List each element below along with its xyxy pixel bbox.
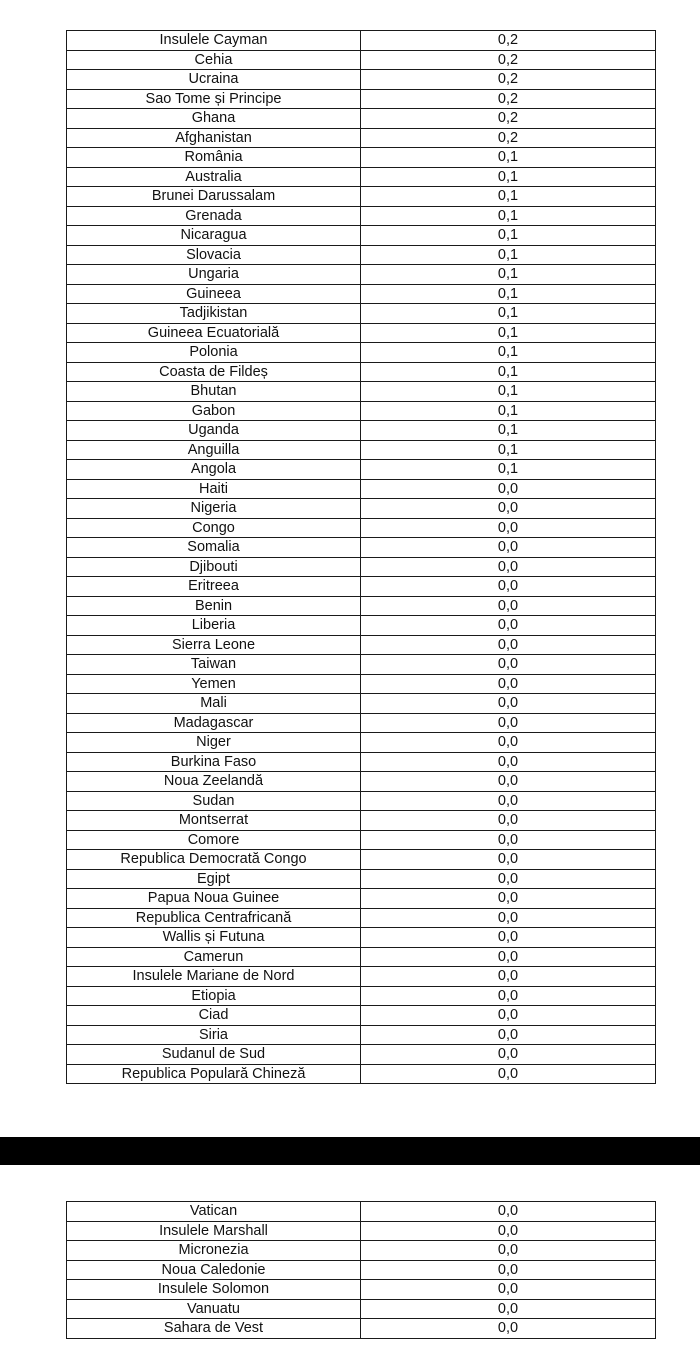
table-row xyxy=(67,323,656,343)
country-cell: Australia xyxy=(67,167,361,187)
table-row xyxy=(67,343,656,363)
table-row xyxy=(67,499,656,519)
country-cell: Papua Noua Guinee xyxy=(67,889,361,909)
value-cell: 0,0 xyxy=(361,791,656,811)
value-cell: 0,0 xyxy=(361,577,656,597)
table-row xyxy=(67,947,656,967)
country-cell: Insulele Cayman xyxy=(67,31,361,51)
table-row xyxy=(67,1299,656,1319)
country-cell: Sudanul de Sud xyxy=(67,1045,361,1065)
table-row xyxy=(67,479,656,499)
table-row xyxy=(67,1241,656,1261)
value-cell: 0,0 xyxy=(361,557,656,577)
value-cell: 0,1 xyxy=(361,284,656,304)
country-cell: Benin xyxy=(67,596,361,616)
value-cell: 0,1 xyxy=(361,206,656,226)
table-row xyxy=(67,109,656,129)
country-cell: Siria xyxy=(67,1025,361,1045)
table-row xyxy=(67,245,656,265)
value-cell: 0,0 xyxy=(361,947,656,967)
table-row xyxy=(67,128,656,148)
table-row xyxy=(67,674,656,694)
country-cell: Insulele Marshall xyxy=(67,1221,361,1241)
value-cell: 0,0 xyxy=(361,1221,656,1241)
value-cell: 0,0 xyxy=(361,967,656,987)
country-cell: Angola xyxy=(67,460,361,480)
table-row xyxy=(67,772,656,792)
value-cell: 0,0 xyxy=(361,1064,656,1084)
country-cell: Brunei Darussalam xyxy=(67,187,361,207)
value-cell: 0,0 xyxy=(361,1260,656,1280)
value-cell: 0,2 xyxy=(361,109,656,129)
value-cell: 0,0 xyxy=(361,1025,656,1045)
table-row xyxy=(67,908,656,928)
country-cell: Mali xyxy=(67,694,361,714)
table-row xyxy=(67,850,656,870)
country-cell: Etiopia xyxy=(67,986,361,1006)
value-cell: 0,1 xyxy=(361,382,656,402)
table-row xyxy=(67,1260,656,1280)
country-cell: Comore xyxy=(67,830,361,850)
value-cell: 0,2 xyxy=(361,31,656,51)
country-cell: Sao Tome și Principe xyxy=(67,89,361,109)
country-cell: Montserrat xyxy=(67,811,361,831)
table-row xyxy=(67,1025,656,1045)
value-cell: 0,0 xyxy=(361,733,656,753)
table-row xyxy=(67,791,656,811)
value-cell: 0,0 xyxy=(361,986,656,1006)
country-cell: Egipt xyxy=(67,869,361,889)
table-row xyxy=(67,577,656,597)
value-cell: 0,0 xyxy=(361,1319,656,1339)
table-row xyxy=(67,167,656,187)
table-row xyxy=(67,518,656,538)
table-row xyxy=(67,869,656,889)
country-cell: Polonia xyxy=(67,343,361,363)
table-row xyxy=(67,1045,656,1065)
country-cell: Camerun xyxy=(67,947,361,967)
country-cell: Insulele Solomon xyxy=(67,1280,361,1300)
country-cell: Noua Zeelandă xyxy=(67,772,361,792)
country-cell: Coasta de Fildeș xyxy=(67,362,361,382)
country-cell: Wallis și Futuna xyxy=(67,928,361,948)
value-cell: 0,0 xyxy=(361,1202,656,1222)
value-cell: 0,1 xyxy=(361,148,656,168)
value-cell: 0,0 xyxy=(361,850,656,870)
country-cell: Gabon xyxy=(67,401,361,421)
country-cell: Sierra Leone xyxy=(67,635,361,655)
value-cell: 0,0 xyxy=(361,1280,656,1300)
value-cell: 0,0 xyxy=(361,830,656,850)
value-cell: 0,0 xyxy=(361,713,656,733)
value-cell: 0,0 xyxy=(361,1006,656,1026)
value-cell: 0,0 xyxy=(361,479,656,499)
table-row xyxy=(67,1280,656,1300)
black-separator-band xyxy=(0,1137,700,1165)
table-row xyxy=(67,440,656,460)
country-cell: Niger xyxy=(67,733,361,753)
country-cell: Yemen xyxy=(67,674,361,694)
country-cell: Vatican xyxy=(67,1202,361,1222)
country-cell: Djibouti xyxy=(67,557,361,577)
value-cell: 0,0 xyxy=(361,869,656,889)
value-cell: 0,0 xyxy=(361,538,656,558)
country-cell: Guineea xyxy=(67,284,361,304)
table-row xyxy=(67,986,656,1006)
country-cell: Republica Democrată Congo xyxy=(67,850,361,870)
value-cell: 0,0 xyxy=(361,889,656,909)
table-row xyxy=(67,1319,656,1339)
country-cell: Sudan xyxy=(67,791,361,811)
table-row xyxy=(67,967,656,987)
country-cell: Liberia xyxy=(67,616,361,636)
country-cell: Insulele Mariane de Nord xyxy=(67,967,361,987)
table-row xyxy=(67,694,656,714)
country-cell: Nicaragua xyxy=(67,226,361,246)
value-cell: 0,0 xyxy=(361,499,656,519)
value-cell: 0,0 xyxy=(361,635,656,655)
value-cell: 0,0 xyxy=(361,616,656,636)
value-cell: 0,0 xyxy=(361,655,656,675)
value-cell: 0,0 xyxy=(361,1299,656,1319)
table-row xyxy=(67,382,656,402)
value-cell: 0,2 xyxy=(361,70,656,90)
table-row xyxy=(67,304,656,324)
table-row xyxy=(67,616,656,636)
table-row xyxy=(67,401,656,421)
country-table-top xyxy=(66,30,656,1084)
country-table-bottom xyxy=(66,1201,656,1339)
country-cell: Uganda xyxy=(67,421,361,441)
country-cell: Burkina Faso xyxy=(67,752,361,772)
value-cell: 0,1 xyxy=(361,323,656,343)
table-body xyxy=(67,31,656,1084)
country-cell: Noua Caledonie xyxy=(67,1260,361,1280)
table-row xyxy=(67,830,656,850)
table-row xyxy=(67,889,656,909)
table-row xyxy=(67,284,656,304)
value-cell: 0,0 xyxy=(361,1241,656,1261)
value-cell: 0,0 xyxy=(361,596,656,616)
value-cell: 0,0 xyxy=(361,772,656,792)
table-row xyxy=(67,70,656,90)
table-row xyxy=(67,713,656,733)
table-body xyxy=(67,1202,656,1339)
country-cell: Nigeria xyxy=(67,499,361,519)
value-cell: 0,1 xyxy=(361,304,656,324)
table-row xyxy=(67,50,656,70)
value-cell: 0,1 xyxy=(361,421,656,441)
value-cell: 0,0 xyxy=(361,928,656,948)
value-cell: 0,1 xyxy=(361,167,656,187)
table-row xyxy=(67,1006,656,1026)
table-row xyxy=(67,752,656,772)
table-row xyxy=(67,187,656,207)
table-row xyxy=(67,557,656,577)
country-cell: Congo xyxy=(67,518,361,538)
table-row xyxy=(67,421,656,441)
value-cell: 0,0 xyxy=(361,811,656,831)
value-cell: 0,2 xyxy=(361,50,656,70)
country-cell: Ungaria xyxy=(67,265,361,285)
value-cell: 0,1 xyxy=(361,362,656,382)
country-cell: Afghanistan xyxy=(67,128,361,148)
table-row xyxy=(67,635,656,655)
value-cell: 0,0 xyxy=(361,674,656,694)
table-row xyxy=(67,1221,656,1241)
value-cell: 0,1 xyxy=(361,226,656,246)
value-cell: 0,2 xyxy=(361,128,656,148)
table-row xyxy=(67,265,656,285)
value-cell: 0,0 xyxy=(361,1045,656,1065)
value-cell: 0,0 xyxy=(361,752,656,772)
country-cell: Micronezia xyxy=(67,1241,361,1261)
country-cell: Ucraina xyxy=(67,70,361,90)
table-row xyxy=(67,733,656,753)
table-row xyxy=(67,31,656,51)
country-cell: Republica Centrafricană xyxy=(67,908,361,928)
table-row xyxy=(67,362,656,382)
country-cell: Vanuatu xyxy=(67,1299,361,1319)
table-row xyxy=(67,1202,656,1222)
value-cell: 0,1 xyxy=(361,343,656,363)
table-row xyxy=(67,596,656,616)
country-cell: Slovacia xyxy=(67,245,361,265)
value-cell: 0,1 xyxy=(361,401,656,421)
table-row xyxy=(67,1064,656,1084)
country-cell: Eritreea xyxy=(67,577,361,597)
country-cell: Ghana xyxy=(67,109,361,129)
table-row xyxy=(67,538,656,558)
country-cell: România xyxy=(67,148,361,168)
country-cell: Cehia xyxy=(67,50,361,70)
country-cell: Republica Populară Chineză xyxy=(67,1064,361,1084)
table-row xyxy=(67,89,656,109)
value-cell: 0,1 xyxy=(361,460,656,480)
table-row xyxy=(67,226,656,246)
value-cell: 0,1 xyxy=(361,245,656,265)
value-cell: 0,1 xyxy=(361,265,656,285)
country-cell: Grenada xyxy=(67,206,361,226)
value-cell: 0,1 xyxy=(361,440,656,460)
country-cell: Anguilla xyxy=(67,440,361,460)
table-row xyxy=(67,811,656,831)
country-cell: Bhutan xyxy=(67,382,361,402)
value-cell: 0,0 xyxy=(361,518,656,538)
country-cell: Guineea Ecuatorială xyxy=(67,323,361,343)
country-cell: Madagascar xyxy=(67,713,361,733)
table-row xyxy=(67,206,656,226)
table-row xyxy=(67,460,656,480)
country-cell: Haiti xyxy=(67,479,361,499)
value-cell: 0,2 xyxy=(361,89,656,109)
country-cell: Somalia xyxy=(67,538,361,558)
country-cell: Taiwan xyxy=(67,655,361,675)
country-cell: Ciad xyxy=(67,1006,361,1026)
table-row xyxy=(67,655,656,675)
value-cell: 0,0 xyxy=(361,694,656,714)
table-row xyxy=(67,148,656,168)
value-cell: 0,1 xyxy=(361,187,656,207)
country-cell: Sahara de Vest xyxy=(67,1319,361,1339)
country-cell: Tadjikistan xyxy=(67,304,361,324)
value-cell: 0,0 xyxy=(361,908,656,928)
table-row xyxy=(67,928,656,948)
